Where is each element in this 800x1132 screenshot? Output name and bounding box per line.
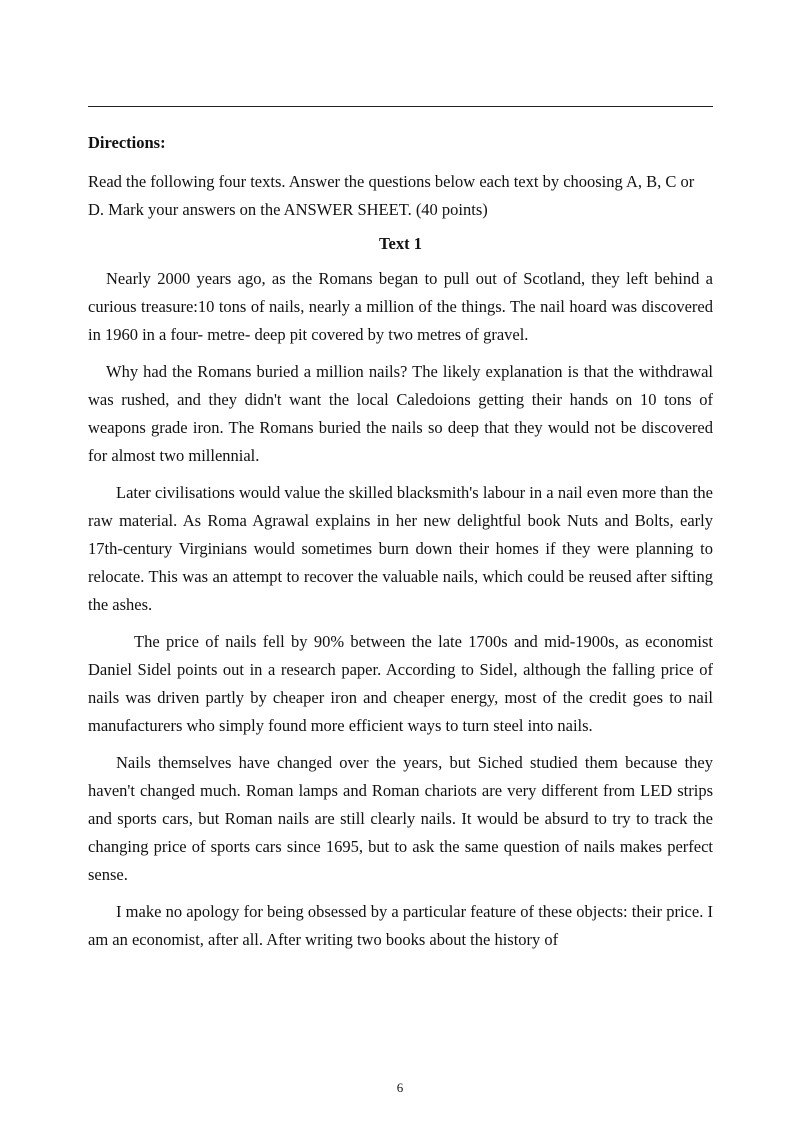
text-title: Text 1 <box>379 234 422 253</box>
directions-heading: Directions: <box>88 133 166 152</box>
directions-text: Read the following four texts. Answer the questions below each text by choosing A, B, C or D. Mark your answers on the ANSWER SHEET. (40 points) <box>88 172 695 219</box>
paragraph-2: Why had the Romans buried a million nails? The likely explanation is that the withdrawal was rushed, and they didn't want the local Caledoions getting their hands on 10 tons of weapons grade iron. The Romans buried the nails so deep that they would not be discovered for almost two millennial. <box>88 362 713 465</box>
paragraph-1: Nearly 2000 years ago, as the Romans began to pull out of Scotland, they left behind a curious treasure:10 tons of nails, nearly a million of the things. The nail hoard was discovered in 1960 in a four- metre- deep pit covered by two metres of gravel. <box>88 269 713 344</box>
page-number: 6 <box>396 1080 404 1095</box>
paragraph-5: Nails themselves have changed over the years, but Siched studied them because they haven't changed much. Roman lamps and Roman chariots are very different from LED strips and sports cars, but Roman nails are still clearly nails. It would be absurd to try to track the changing price of sports cars since 1695, but to ask the same question of nails makes perfect sense. <box>88 753 713 884</box>
header-rule <box>88 106 713 107</box>
paragraph-6: I make no apology for being obsessed by a particular feature of these objects: their price. I am an economist, after all. After writing two books about the history of <box>88 902 713 949</box>
page-content <box>88 129 713 963</box>
paragraph-3: Later civilisations would value the skilled blacksmith's labour in a nail even more than the raw material. As Roma Agrawal explains in her new delightful book Nuts and Bolts, early 17th-century Virginians would sometimes burn down their homes if they were planning to relocate. This was an attempt to recover the valuable nails, which could be reused after sifting the ashes. <box>88 483 713 614</box>
paragraph-4: The price of nails fell by 90% between the late 1700s and mid-1900s, as economist Daniel Sidel points out in a research paper. According to Sidel, although the falling price of nails was driven partly by cheaper iron and cheaper energy, most of the credit goes to nail manufacturers who simply found more efficient ways to turn steel into nails. <box>88 632 713 735</box>
